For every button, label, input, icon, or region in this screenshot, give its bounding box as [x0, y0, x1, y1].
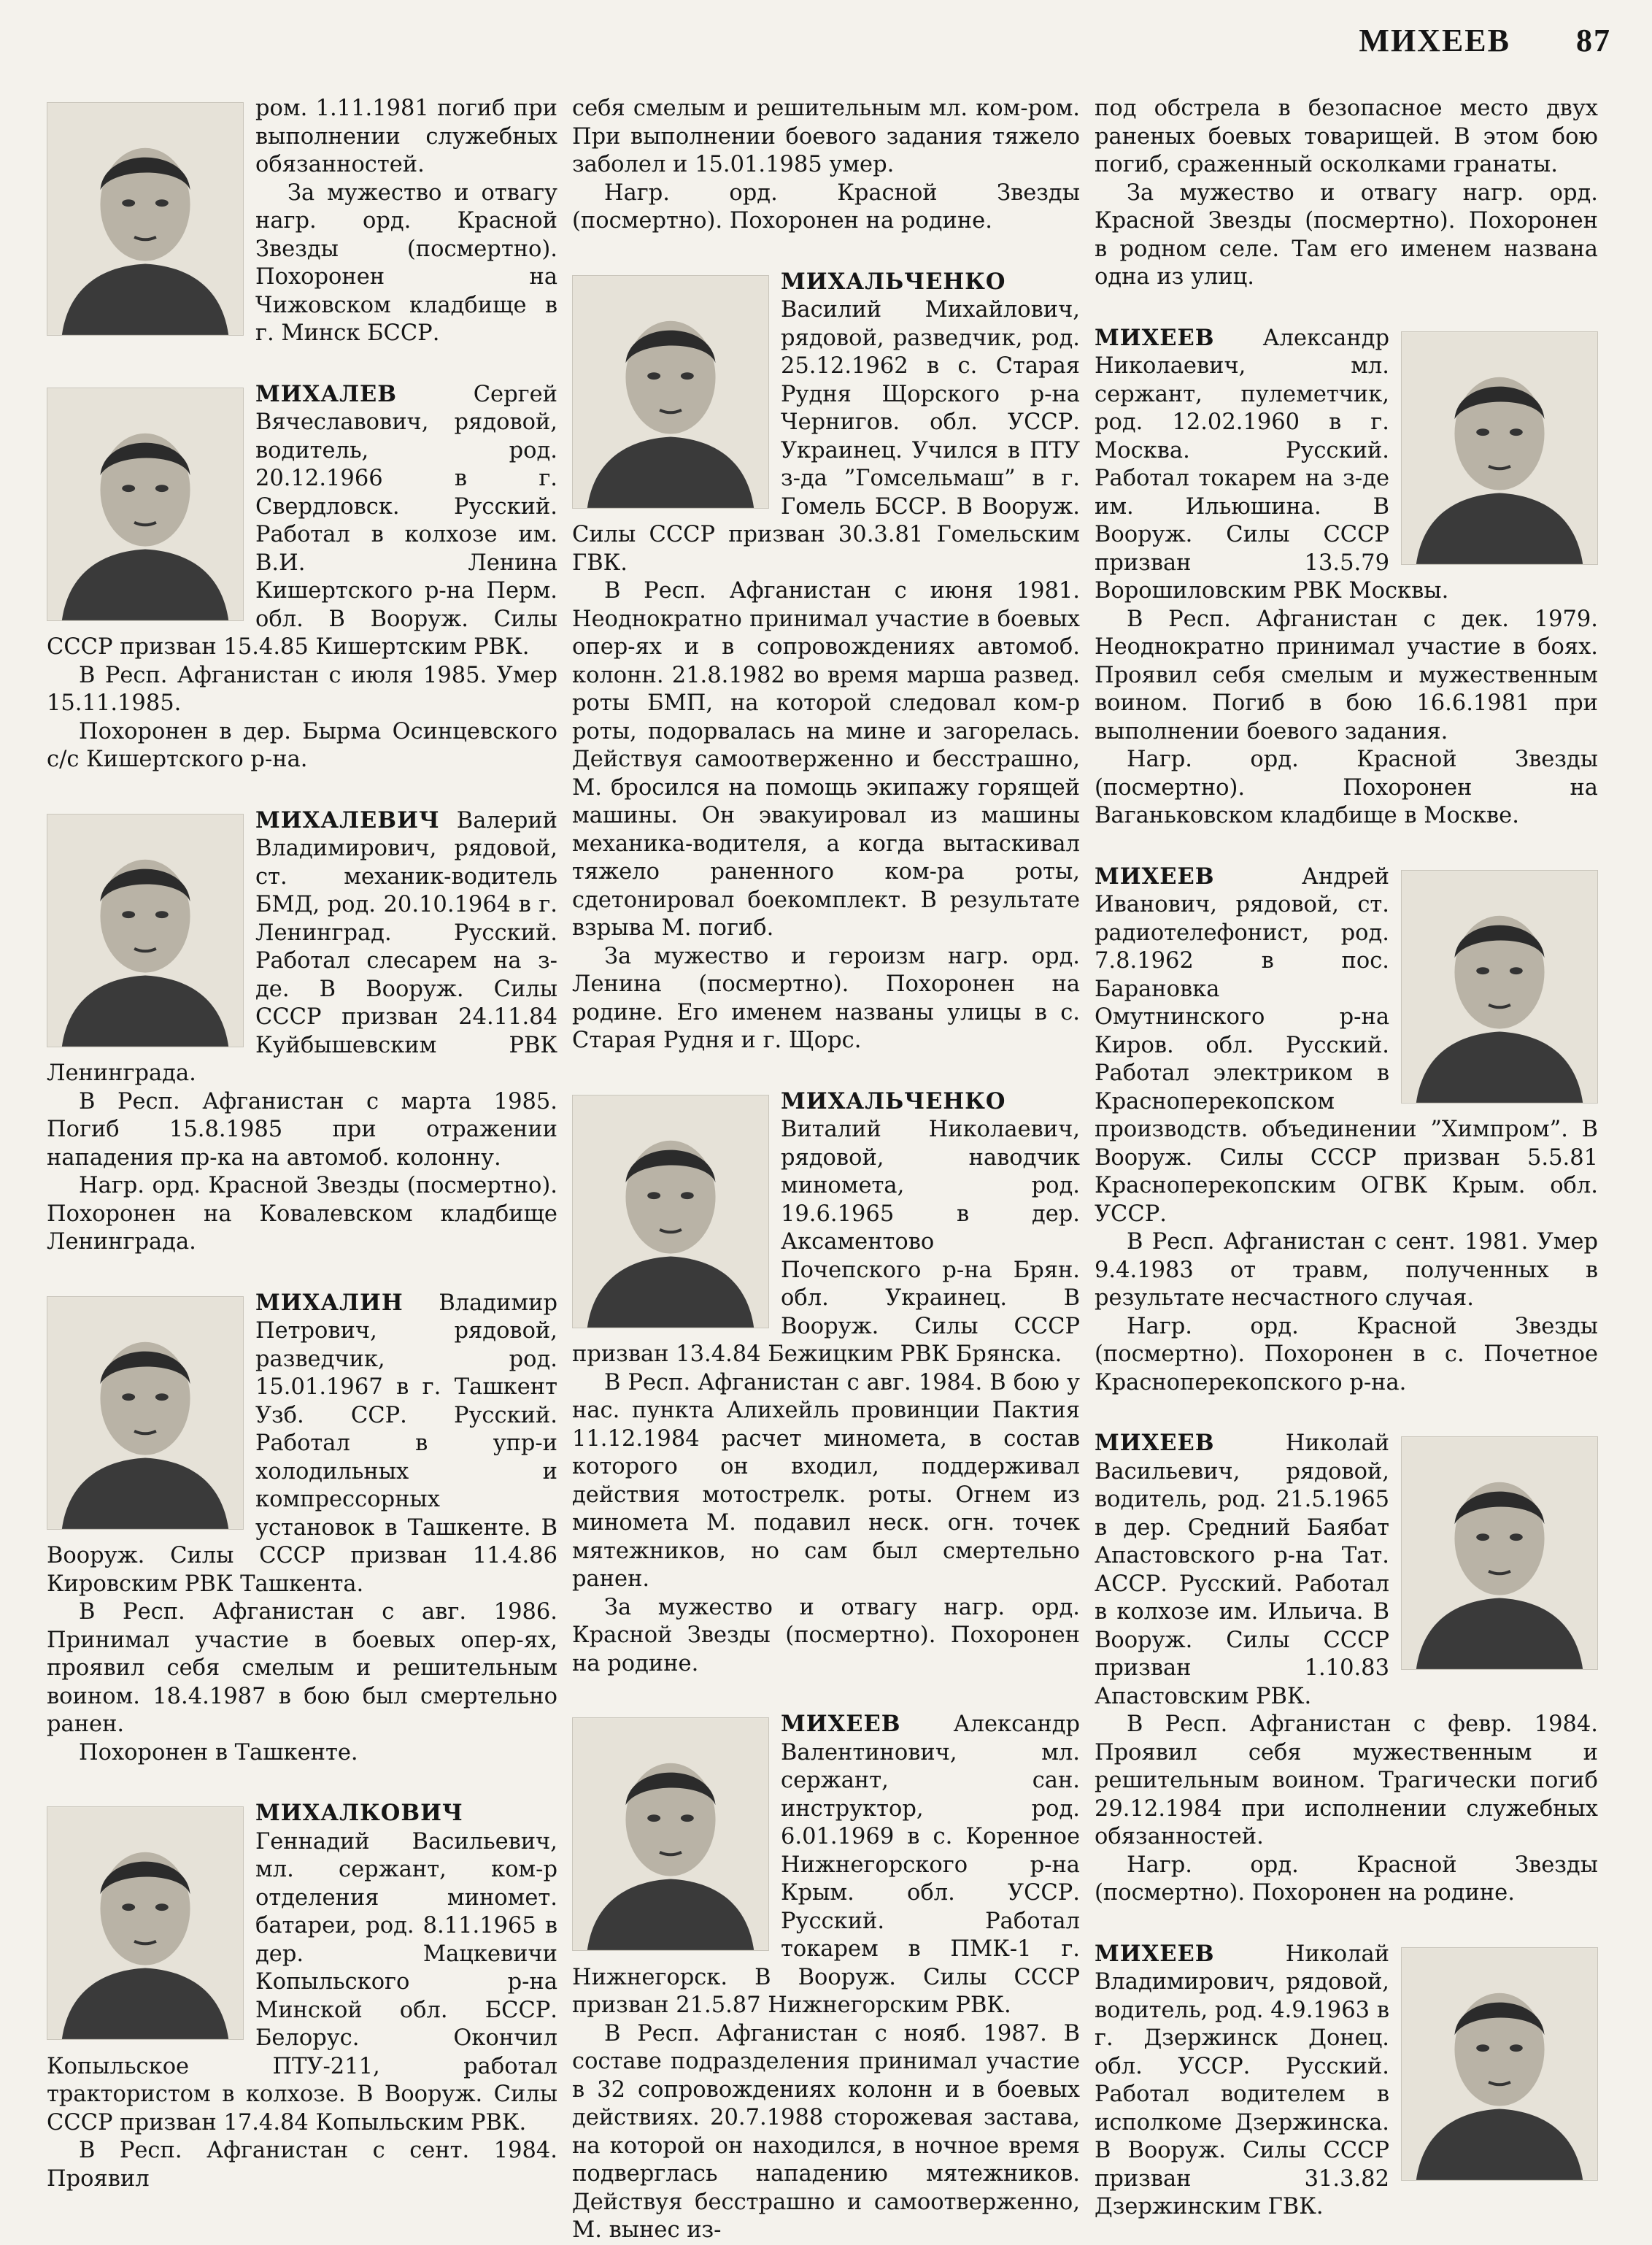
entry: [47, 380, 557, 774]
portrait-photo: [47, 814, 244, 1047]
column-2: [572, 95, 1080, 2243]
entry-text: В Респ. Афганистан с сент. 1981. Умер 9.4.1983 от травм, полученных в результате несчастного случая.: [1095, 1229, 1598, 1311]
page-number: 87: [1576, 23, 1611, 58]
entry-text: Нагр. орд. Красной Звезды (посмертно). Похоронен на родине.: [1095, 1852, 1598, 1906]
portrait-photo: [47, 1296, 244, 1530]
entry-text: себя смелым и решительным мл. ком-ром. При выполнении боевого задания тяжело заболел и 15.01.1985 умер.: [572, 96, 1080, 177]
entry-text: Похоронен в дер. Бырма Осинцевского с/с Кишертского р-на.: [47, 718, 557, 772]
entry-surname: МИХАЛЬЧЕНКО: [781, 268, 1006, 295]
entry-surname: МИХЕЕВ: [1095, 1430, 1215, 1456]
entry-body: Геннадий Васильевич, мл. сержант, ком-р отделения миномет. батареи, род. 8.11.1965 в дер. Мацкевичи Копыльского р-на Минской обл. БССР. Белорус. Окончил Копыльское ПТУ-211, работал трактористом в колхозе. В Вооруж. Силы СССР призван 17.4.84 Копыльским РВК.: [47, 1828, 557, 2136]
entry-body: Владимир Петрович, рядовой, разведчик, род. 15.01.1967 в г. Ташкент Узб. ССР. Русский. Работал в упр-и холодильных и компрессорных установок в Ташкенте. В Вооруж. Силы СССР призван 11.4.86 Кировским РВК Ташкента.: [47, 1290, 557, 1597]
entry-text: В Респ. Афганистан с марта 1985. Погиб 15.8.1985 при отражении нападения пр-ка на автомоб. колонну.: [47, 1088, 557, 1171]
entry: [47, 1799, 557, 2193]
portrait-photo: [47, 102, 244, 336]
entry-body: Александр Валентинович, мл. сержант, сан. инструктор, род. 6.01.1969 в с. Коренное Нижнегорского р-на Крым. обл. УССР. Русский. Работал токарем в ПМК-1 г. Нижнегорск. В Вооруж. Силы СССР призван 21.5.87 Нижнегорским РВК.: [572, 1711, 1080, 2018]
entry-body: Валерий Владимирович, рядовой, ст. механик-водитель БМД, род. 20.10.1964 в г. Ленинград. Русский. Работал слесарем на з-де. В Вооруж. Силы СССР призван 24.11.84 Куйбышевским РВК Ленинграда.: [47, 807, 557, 1086]
entry-surname: МИХАЛИН: [255, 1289, 404, 1316]
entry-text: За мужество и отвагу нагр. орд. Красной Звезды (посмертно). Похоронен на родине.: [572, 1594, 1080, 1676]
entry-text: В Респ. Афганистан с сент. 1984. Проявил: [47, 2138, 557, 2192]
column-3: [1095, 95, 1598, 2219]
portrait-photo: [572, 1717, 769, 1951]
entry-surname: МИХАЛЬЧЕНКО: [781, 1087, 1006, 1114]
entry: [572, 95, 1080, 236]
entry: [47, 95, 557, 348]
entry-text: В Респ. Афганистан с июня 1981. Неоднократно принимал участие в боевых опер-ях и в сопровождениях автомоб. колонн. 21.8.1982 во время марша развед. роты БМП, на которой следовал ком-р роты, подорвалась на мине и загорелась. Действуя самоотверженно и бесстрашно, М. бросился на помощь экипажу горящей машины. Он эвакуировал из машины механика-водителя, а когда вытаскивал тяжело раненного ком-ра роты, сдетонировал боекомплект. В результате взрыва М. погиб.: [572, 578, 1080, 941]
entry-text: Нагр. орд. Красной Звезды (посмертно). Похоронен на Ковалевском кладбище Ленинграда.: [47, 1173, 557, 1255]
entry: [572, 268, 1080, 1055]
entry-text: Нагр. орд. Красной Звезды (посмертно). Похоронен в с. Почетное Красноперекопского р-на.: [1095, 1313, 1598, 1395]
entry-text: В Респ. Афганистан с авг. 1986. Принимал участие в боевых опер-ях, проявил себя смелым и решительным воином. 18.4.1987 в бою был смертельно ранен.: [47, 1599, 557, 1737]
portrait-photo: [47, 1806, 244, 2040]
entry-surname: МИХАЛКОВИЧ: [255, 1800, 463, 1826]
entry-body: Николай Владимирович, рядовой, водитель, род. 4.9.1963 в г. Дзержинск Донец. обл. УССР. Русский. Работал водителем в исполкоме Дзержинска. В Вооруж. Силы СССР призван 31.3.82 Дзержинским ГВК.: [1095, 1941, 1389, 2219]
entry-surname: МИХАЛЕВИЧ: [255, 806, 440, 833]
entry-text: За мужество и отвагу нагр. орд. Красной Звезды (посмертно). Похоронен в родном селе. Там его именем названа одна из улиц.: [1095, 180, 1598, 290]
portrait-photo: [1401, 1436, 1598, 1670]
entry-surname: МИХЕЕВ: [781, 1711, 901, 1737]
entry: [47, 806, 557, 1257]
entry: [572, 1087, 1080, 1679]
entry-text: В Респ. Афганистан с дек. 1979. Неоднократно принимал участие в боях. Проявил себя смелым и мужественным воином. Погиб в бою 16.6.1981 при выполнении боевого задания.: [1095, 606, 1598, 744]
entry: [1095, 95, 1598, 292]
entry: [572, 1710, 1080, 2245]
entry-text: под обстрела в безопасное место двух раненых боевых товарищей. В этом бою погиб, сраженный осколками гранаты.: [1095, 96, 1598, 177]
portrait-photo: [47, 388, 244, 621]
column-1: [47, 95, 557, 2192]
entry-text: В Респ. Афганистан с нояб. 1987. В составе подразделения принимал участие в 32 сопровождениях колонн и в боевых действиях. 20.7.1988 сторожевая застава, на которой он находился, в ночное время подверглась нападению мятежников. Действуя бесстрашно и самоотверженно, М. вынес из-: [572, 2020, 1080, 2243]
entry-body: Виталий Николаевич, рядовой, наводчик миномета, род. 19.6.1965 в дер. Аксаментово Почепского р-на Брян. обл. Украинец. В Вооруж. Силы СССР призван 13.4.84 Бежицким РВК Брянска.: [572, 1117, 1080, 1367]
entry-text: За мужество и отвагу нагр. орд. Красной Звезды (посмертно). Похоронен на Чижовском кладбище в г. Минск БССР.: [255, 180, 557, 346]
entry: [1095, 1940, 1598, 2222]
entry-text: Нагр. орд. Красной Звезды (посмертно). Похоронен на Ваганьковском кладбище в Москве.: [1095, 747, 1598, 828]
portrait-photo: [1401, 331, 1598, 565]
entry-text: В Респ. Афганистан с авг. 1984. В бою у нас. пункта Алихейль провинции Пактия 11.12.1984 расчет миномета, в состав которого он входил, поддерживал действия мотострелк. роты. Огнем из миномета М. подавил неск. огн. точек мятежников, но сам был смертельно ранен.: [572, 1369, 1080, 1592]
entry-body: Николай Васильевич, рядовой, водитель, род. 21.5.1965 в дер. Средний Баябат Апастовского р-на Тат. АССР. Русский. Работал в колхозе им. Ильича. В Вооруж. Силы СССР призван 1.10.83 Апастовским РВК.: [1095, 1430, 1389, 1709]
entry-text: ром. 1.11.1981 погиб при выполнении служебных обязанностей.: [255, 96, 557, 177]
entry: [1095, 324, 1598, 831]
portrait-photo: [572, 1095, 769, 1328]
entry-surname: МИХЕЕВ: [1095, 324, 1215, 351]
entry-surname: МИХАЛЕВ: [255, 380, 398, 407]
entry: [1095, 863, 1598, 1398]
portrait-photo: [1401, 1947, 1598, 2181]
entry: [47, 1289, 557, 1768]
portrait-photo: [572, 275, 769, 509]
entry-body: Андрей Иванович, рядовой, ст. радиотелефонист, род. 7.8.1962 в пос. Барановка Омутнинского р-на Киров. обл. Русский. Работал электриком в Красноперекопском производств. объединении ”Химпром”. В Вооруж. Силы СССР призван 5.5.81 Красноперекопским ОГВК Крым. обл. УССР.: [1095, 863, 1598, 1227]
entry-body: Александр Николаевич, мл. сержант, пулеметчик, род. 12.02.1960 в г. Москва. Русский. Работал токарем на з-де им. Ильюшина. В Вооруж. Силы СССР призван 13.5.79 Ворошиловским РВК Москвы.: [1095, 325, 1449, 604]
entry-surname: МИХЕЕВ: [1095, 863, 1215, 890]
portrait-photo: [1401, 870, 1598, 1104]
entry-text: За мужество и героизм нагр. орд. Ленина (посмертно). Похоронен на родине. Его именем названы улицы в с. Старая Рудня и г. Щорс.: [572, 943, 1080, 1053]
entry: [1095, 1429, 1598, 1908]
page-header: [1359, 22, 1611, 59]
running-head: МИХЕЕВ: [1359, 23, 1510, 58]
entry-surname: МИХЕЕВ: [1095, 1940, 1215, 1967]
entry-text: Нагр. орд. Красной Звезды (посмертно). Похоронен на родине.: [572, 180, 1080, 234]
entry-body: Сергей Вячеславович, рядовой, водитель, род. 20.12.1966 в г. Свердловск. Русский. Работал в колхозе им. В.И. Ленина Кишертского р-на Перм. обл. В Вооруж. Силы СССР призван 15.4.85 Кишертским РВК.: [47, 381, 557, 660]
entry-text: Похоронен в Ташкенте.: [79, 1739, 358, 1765]
entry-text: В Респ. Афганистан с февр. 1984. Проявил себя мужественным и решительным воином. Трагически погиб 29.12.1984 при исполнении служебных обязанностей.: [1095, 1711, 1598, 1849]
entry-body: Василий Михайлович, рядовой, разведчик, род. 25.12.1962 в с. Старая Рудня Щорского р-на Чернигов. обл. УССР. Украинец. Учился в ПТУ з-да ”Гомсельмаш” в г. Гомель БССР. В Вооруж. Силы СССР призван 30.3.81 Гомельским ГВК.: [572, 297, 1080, 576]
entry-text: В Респ. Афганистан с июля 1985. Умер 15.11.1985.: [47, 662, 557, 716]
